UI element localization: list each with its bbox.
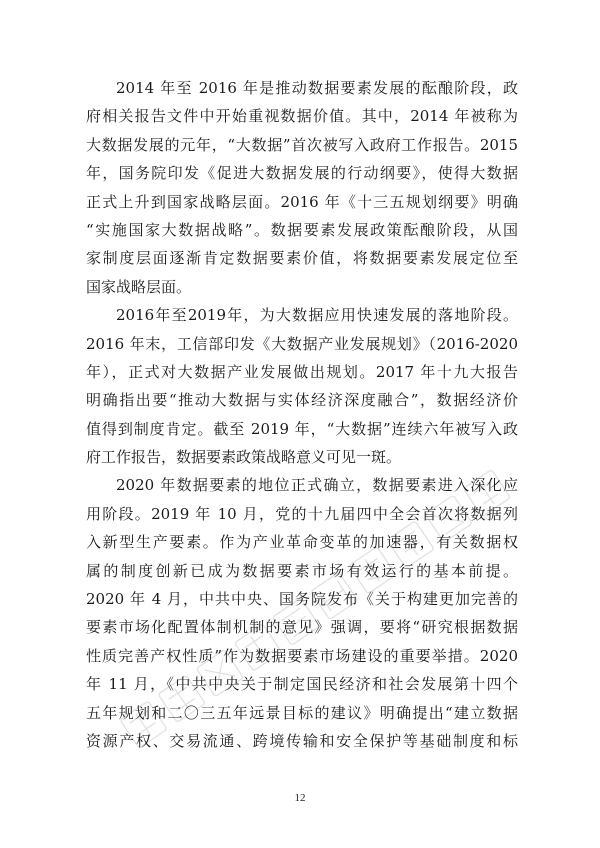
text-line: 2020 年 4 月，中共中央、国务院发布《关于构建更加完善的 — [86, 590, 518, 609]
text-line: 年，国务院印发《促进大数据发展的行动纲要》，使得大数据 — [86, 164, 518, 183]
text-line: 2014 年至 2016 年是推动数据要素发展的酝酿阶段，政 — [116, 79, 518, 97]
text-line: 入新型生产要素。作为产业革命变革的加速器，有关数据权 — [86, 533, 518, 552]
text-line: 2016年至2019年，为大数据应用快速发展的落地阶段。 — [116, 306, 518, 325]
body-text — [86, 74, 518, 755]
text-line: 府相关报告文件中开始重视数据价值。其中，2014 年被称为 — [86, 107, 518, 126]
text-line: 明确指出要“推动大数据与实体经济深度融合”，数据经济价 — [86, 391, 518, 410]
paragraph — [86, 471, 518, 755]
text-line: 用阶段。2019 年 10 月，党的十九届四中全会首次将数据列 — [86, 504, 518, 523]
text-line: 国家战略层面。 — [86, 277, 192, 296]
text-line: 五年规划和二〇三五年远景目标的建议》明确提出“建立数据 — [86, 703, 518, 722]
text-line: 大数据发展的元年，“大数据”首次被写入政府工作报告。2015 — [86, 135, 518, 154]
page-number: 12 — [294, 792, 306, 804]
paragraph — [86, 74, 518, 301]
text-line: 正式上升到国家战略层面。2016 年《十三五规划纲要》明确 — [86, 192, 518, 211]
text-line: 属的制度创新已成为数据要素市场有效运行的基本前提。 — [86, 561, 518, 580]
text-line: 2020 年数据要素的地位正式确立，数据要素进入深化应 — [116, 476, 518, 495]
text-line: “实施国家大数据战略”。数据要素发展政策酝酿阶段，从国 — [86, 220, 518, 239]
text-line: 2016 年末，工信部印发《大数据产业发展规划》（2016-2020 — [86, 334, 518, 353]
text-line: 性质完善产权性质”作为数据要素市场建设的重要举措。2020 — [86, 646, 518, 665]
text-line: 府工作报告，数据要素政策战略意义可见一斑。 — [86, 448, 402, 467]
paragraph — [86, 301, 518, 471]
text-line: 资源产权、交易流通、跨境传输和安全保护等基础制度和标 — [86, 731, 518, 750]
text-line: 年），正式对大数据产业发展做出规划。2017 年十九大报告 — [86, 362, 518, 381]
text-line: 要素市场化配置体制机制的意见》强调，要将“研究根据数据 — [86, 618, 518, 637]
text-line: 家制度层面逐渐肯定数据要素价值，将数据要素发展定位至 — [86, 249, 518, 268]
text-line: 值得到制度肯定。截至 2019 年，“大数据”连续六年被写入政 — [86, 419, 518, 438]
text-line: 年 11 月，《中共中央关于制定国民经济和社会发展第十四个 — [86, 675, 518, 694]
